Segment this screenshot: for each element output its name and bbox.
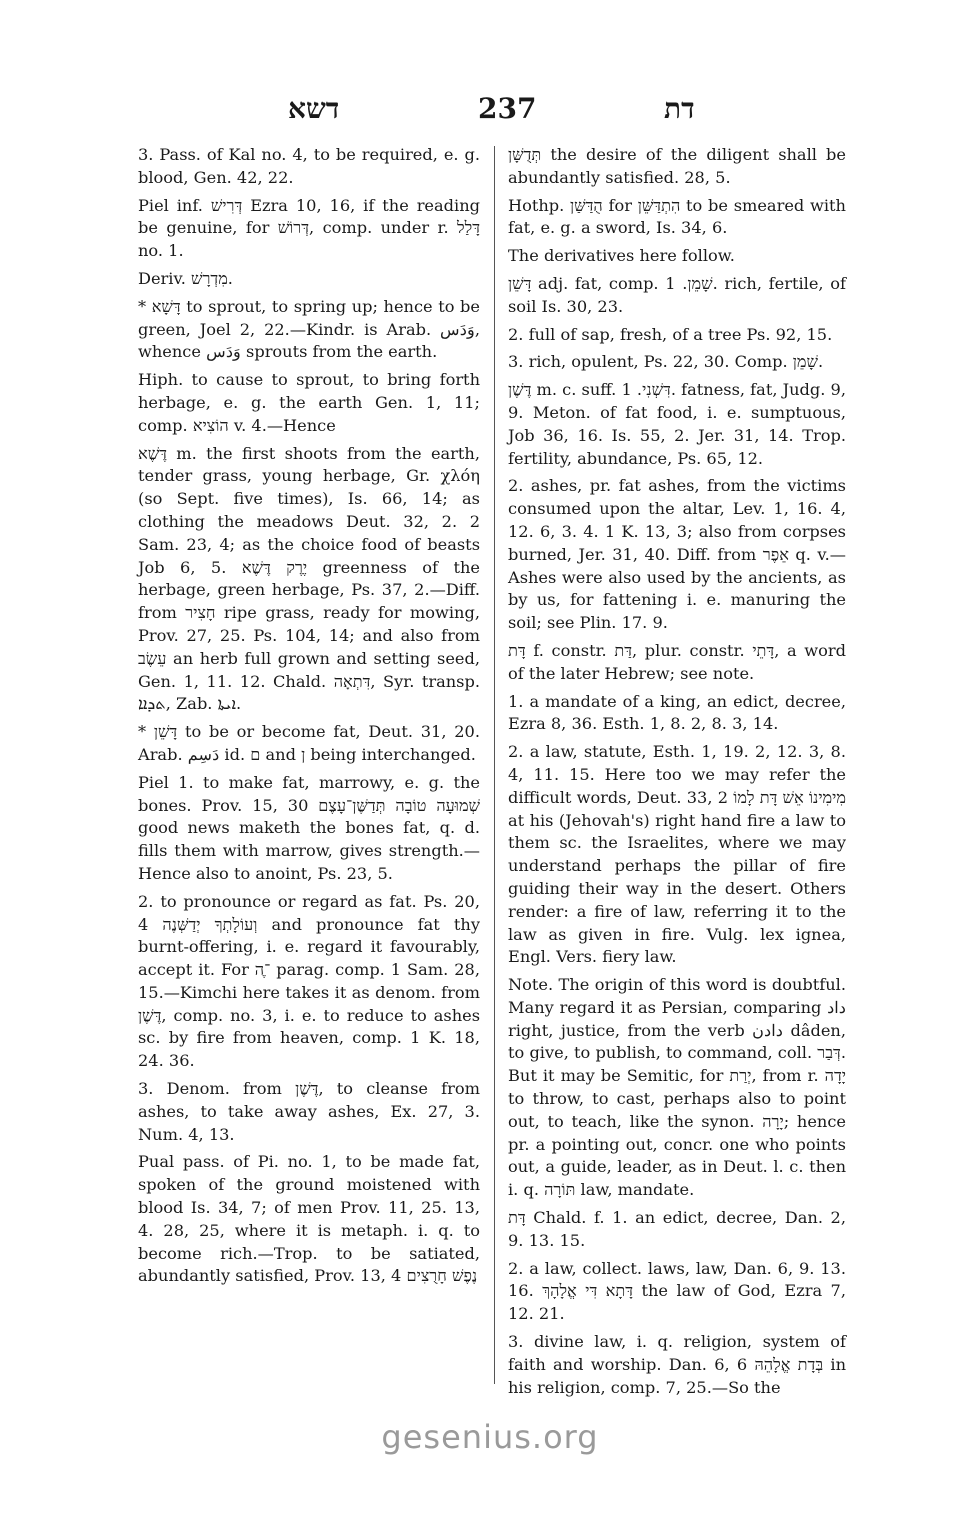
- entry-paragraph: Hiph. to cause to sprout, to bring forth herbage, e. g. the earth Gen. 1, 11; comp. הוֹצִיא v. 4.—Hence: [138, 370, 480, 435]
- entry-paragraph: Piel inf. דְּרִישׁ Ezra 10, 16, if the reading be genuine, for דְּרוֹשׁ, comp. under r. דָּלַל no. 1.: [138, 195, 480, 261]
- entry-paragraph: The derivatives here follow.: [508, 246, 735, 266]
- entry-paragraph: 3. divine law, i. q. religion, system of faith and worship. Dan. 6, 6 בְּדָת אֱלָהֵהּ in his religion, comp. 7, 25.—So the: [508, 1332, 847, 1397]
- site-watermark: gesenius.org: [381, 1418, 599, 1456]
- entry-paragraph: 2. a law, statute, Esth. 1, 19. 2, 12. 3, 8. 4, 11. 15. Here too we may refer the difficult words, Deut. 33, 2 מִימִינוֹ אֵשׁ דָּת לָמוֹ at his (Jehovah's) right hand fire a law to them sc. the Israelites, where we may understand perhaps the pillar of fire guiding their way in the desert. Others render: a fire of law, referring it to the law as given in fire. Vulg. lex ignea, Engl. Vers. fiery law.: [508, 742, 846, 967]
- entry-paragraph: Hothp. הֻדַּשַּׁן for הִתְדַּשֵּׁן to be smeared with fat, e. g. a sword, Is. 34, 6.: [508, 195, 846, 238]
- entry-paragraph: 2. full of sap, fresh, of a tree Ps. 92, 15.: [508, 324, 833, 344]
- entry-paragraph: 2. ashes, pr. fat ashes, from the victims consumed upon the altar, Lev. 1, 16. 4, 12. 6, 3. 4. 1 K. 13, 3; also from corpses burned, Jer. 31, 40. Diff. from אֵפֶר q. v.—Ashes were also used by the ancients, as by us, for fattening i. e. manuring the soil; see Plin. 17. 9.: [508, 476, 846, 633]
- entry-paragraph: Deriv. מִדְרָשׁ.: [138, 268, 233, 288]
- right-guide-word: דת: [664, 92, 695, 125]
- entry-paragraph: 3. Pass. of Kal no. 4, to be required, e. g. blood, Gen. 42, 22.: [138, 145, 480, 187]
- left-guide-word: דשא: [288, 92, 340, 125]
- entry-paragraph: דָּת f. constr. דַּת, plur. constr. דָּתֵי, a word of the later Hebrew; see note.: [508, 640, 847, 683]
- entry-paragraph: Pual pass. of Pi. no. 1, to be made fat, spoken of the ground moistened with blood Is. 34, 7; of men Prov. 11, 25. 13, 4. 28, 25, where it is metaph. i. q. to become rich.—Trop. to be satiated, abundantly satisfied, Prov. 13, 4 נֶפֶשׁ חָרֻצִים: [138, 1152, 480, 1286]
- entry-paragraph: דָּשֵׁן adj. fat, comp. שָׁמֵן. 1. rich, fertile, of soil Is. 30, 23.: [508, 273, 846, 316]
- entry-paragraph: Note. The origin of this word is doubtful. Many regard it as Persian, comparing داد right, justice, from the verb دادن dâden, to give, to publish, to command, coll. דְּבַר. But it may be Semitic, for יְרַת, from r. יָדָה to throw, to cast, perhaps also to point out, to teach, like the synon. יָרָה; hence pr. a pointing out, concr. one who points out, a guide, leader, as in Deut. l. c. then i. q. תּוֹרָה law, mandate.: [508, 975, 847, 1200]
- entry-paragraph: 3. Denom. from דֶּשֶׁן, to cleanse from ashes, to take away ashes, Ex. 27, 3. Num. 4, 13.: [138, 1079, 480, 1144]
- left-column: [138, 144, 480, 1293]
- page-header: [0, 92, 980, 132]
- right-column: [508, 144, 846, 1404]
- entry-paragraph: דֶּשֶׁן m. c. suff. דִּשְׁנִי. 1. fatness, fat, Judg. 9, 9. Meton. of fat food, i. e. sumptuous, Job 36, 16. Is. 55, 2. Jer. 31, 14. Trop. fertility, abundance, Ps. 65, 12.: [508, 380, 846, 468]
- entry-paragraph: דֶּשֶׁא m. the first shoots from the earth, tender grass, young herbage, Gr. χλόη (so Sept. five times), Is. 66, 14; as clothing the meadows Deut. 32, 2. 2 Sam. 23, 4; as the choice food of beasts Job 6, 5. יֶרֶק דֶּשֶׁא greenness of the herbage, green herbage, Ps. 37, 2.—Diff. from חָצִיר ripe grass, ready for mowing, Prov. 27, 25. Ps. 104, 14; and also from עֵשֶׂב an herb full grown and setting seed, Gen. 1, 11. 12. Chald. דִּתְאָה, Syr. transp. ܬܕܐܐ, Zab. ܐܝܬܐ.: [138, 443, 480, 714]
- entry-paragraph: * דָּשֵׁן to be or become fat, Deut. 31, 20. Arab. دَسِم id. ם and ן being interchanged.: [138, 722, 480, 764]
- entry-paragraph: 2. to pronounce or regard as fat. Ps. 20, 4 וְעוֹלָתְךָ יְדַשְּׁנֶה and pronounce fat thy burnt-offering, i. e. regard it favourably, accept it. For ־ֶה parag. comp. 1 Sam. 28, 15.—Kimchi here takes it as denom. from דֶּשֶׁן, comp. no. 3, i. e. to reduce to ashes sc. by fire from heaven, comp. 1 K. 18, 24. 36.: [138, 891, 480, 1071]
- entry-paragraph: תְּדֻשָּׁן the desire of the diligent shall be abundantly satisfied. 28, 5.: [508, 145, 846, 187]
- entry-paragraph: 2. a law, collect. laws, law, Dan. 6, 9. 13. 16. דָּתָא דִּי אֱלָהָךְ the law of God, Ezra 7, 12. 21.: [508, 1258, 847, 1324]
- entry-paragraph: דָּת Chald. f. 1. an edict, decree, Dan. 2, 9. 13. 15.: [508, 1208, 846, 1250]
- entry-paragraph: Piel 1. to make fat, marrowy, e. g. the bones. Prov. 15, 30 שְׁמוּעָה טוֹבָה תְּדַשֶּׁן־עָצֶם good news maketh the bones fat, q. d. fills them with marrow, gives strength.—Hence also to anoint, Ps. 23, 5.: [138, 772, 480, 883]
- entry-paragraph: * דָּשָׁא to sprout, to spring up; hence to be green, Joel 2, 22.—Kindr. is Arab. وَدَس, whence وَدَس sprouts from the earth.: [138, 296, 480, 362]
- entry-paragraph: 3. rich, opulent, Ps. 22, 30. Comp. שָׁמֵן.: [508, 352, 824, 372]
- column-divider: [494, 146, 495, 1384]
- entry-paragraph: 1. a mandate of a king, an edict, decree, Ezra 8, 36. Esth. 1, 8. 2, 8. 3, 14.: [508, 691, 846, 734]
- page-number: 237: [478, 92, 537, 125]
